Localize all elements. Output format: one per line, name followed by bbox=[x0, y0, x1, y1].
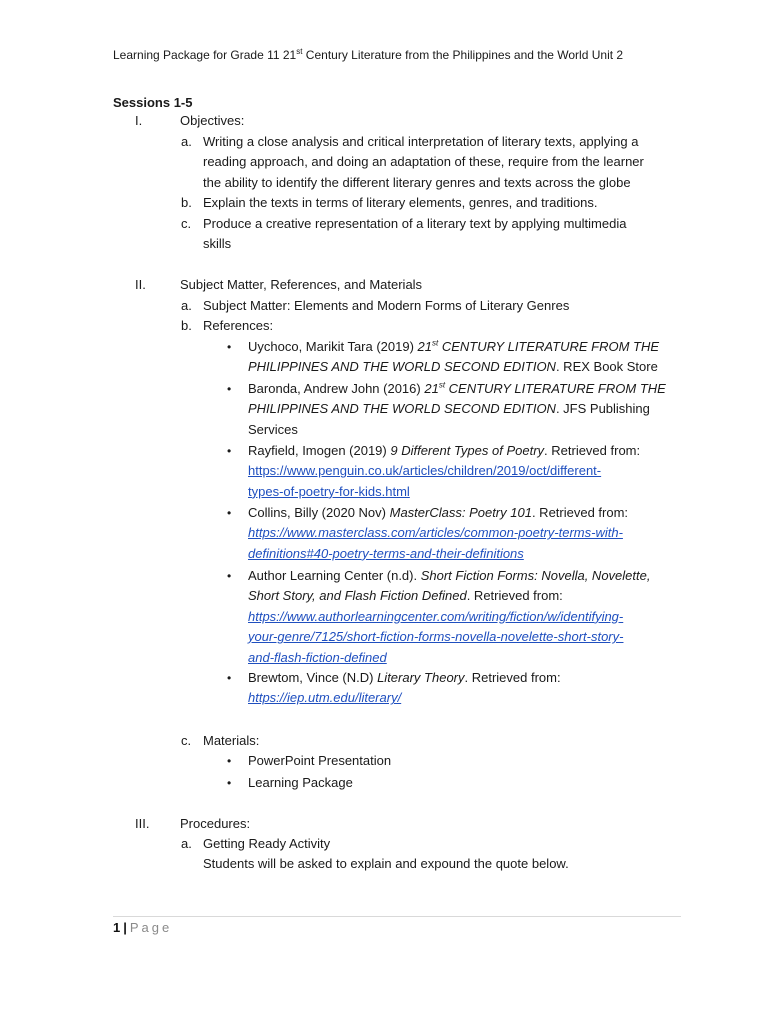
section-numeral-procedures: III. bbox=[135, 816, 150, 831]
reference-title: Short Story, and Flash Fiction Defined bbox=[248, 588, 467, 604]
reference-author: Uychoco, Marikit Tara (2019) bbox=[248, 339, 418, 354]
header-text-pre: Learning Package for Grade 11 21 bbox=[113, 48, 297, 62]
subject-letter: a. bbox=[181, 298, 192, 313]
bullet-icon: • bbox=[227, 671, 232, 685]
reference-publisher: Services bbox=[248, 421, 298, 437]
reference-link[interactable]: your-genre/7125/short-fiction-forms-novella-novelette-short-story- bbox=[248, 629, 624, 645]
section-title-objectives: Objectives: bbox=[180, 113, 245, 128]
subject-matter-text: Subject Matter: Elements and Modern Forms of Literary Genres bbox=[203, 298, 570, 313]
reference-retrieved: . Retrieved from: bbox=[466, 588, 563, 604]
bullet-icon: • bbox=[227, 754, 232, 768]
objective-letter: c. bbox=[181, 216, 192, 231]
page-number: 1 bbox=[113, 920, 121, 935]
reference-author: Baronda, Andrew John (2016) bbox=[248, 381, 425, 396]
material-text: Learning Package bbox=[248, 775, 353, 790]
reference-title: CENTURY LITERATURE FROM THE bbox=[438, 339, 660, 354]
reference-title: PHILIPPINES AND THE WORLD SECOND EDITION bbox=[248, 359, 556, 375]
header-text-sup: st bbox=[296, 47, 303, 56]
references-letter: b. bbox=[181, 318, 192, 333]
reference-title: 9 Different Types of Poetry bbox=[390, 443, 545, 458]
objective-letter: a. bbox=[181, 134, 192, 149]
reference-link[interactable]: https://iep.utm.edu/literary/ bbox=[248, 690, 402, 706]
sessions-heading: Sessions 1-5 bbox=[113, 95, 193, 110]
footer-divider bbox=[113, 916, 681, 917]
reference-publisher: . JFS Publishing bbox=[555, 401, 650, 417]
objective-text-line: Explain the texts in terms of literary elements, genres, and traditions. bbox=[203, 195, 598, 210]
page-footer bbox=[113, 918, 172, 938]
procedure-title: Getting Ready Activity bbox=[203, 836, 331, 851]
reference-title-sup: st bbox=[432, 338, 439, 348]
reference-author: Brewtom, Vince (N.D) bbox=[248, 670, 378, 685]
reference-retrieved: . Retrieved from: bbox=[464, 670, 561, 685]
section-title-procedures: Procedures: bbox=[180, 816, 251, 831]
bullet-icon: • bbox=[227, 382, 232, 396]
procedure-letter: a. bbox=[181, 836, 192, 851]
reference-author: Author Learning Center (n.d). bbox=[248, 568, 421, 583]
header-text-post: Century Literature from the Philippines and the World Unit 2 bbox=[302, 48, 624, 62]
reference-retrieved: . Retrieved from: bbox=[531, 505, 629, 520]
reference-link[interactable]: and-flash-fiction-defined bbox=[248, 649, 387, 665]
objective-letter: b. bbox=[181, 195, 192, 210]
bullet-icon: • bbox=[227, 340, 232, 354]
reference-title: CENTURY LITERATURE FROM THE bbox=[445, 381, 666, 396]
materials-letter: c. bbox=[181, 733, 192, 748]
material-text: PowerPoint Presentation bbox=[248, 753, 392, 768]
section-title-subject: Subject Matter, References, and Materials bbox=[180, 277, 423, 292]
reference-title-sup: st bbox=[438, 380, 446, 390]
reference-title: 21 bbox=[424, 381, 439, 396]
reference-author: Rayfield, Imogen (2019) bbox=[248, 443, 391, 458]
reference-link[interactable]: https://www.penguin.co.uk/articles/children/2019/oct/different- bbox=[248, 463, 602, 479]
objective-text-line: the ability to identify the different literary genres and texts across the globe bbox=[203, 174, 631, 190]
reference-title: PHILIPPINES AND THE WORLD SECOND EDITION bbox=[248, 401, 556, 417]
reference-retrieved: . Retrieved from: bbox=[544, 443, 641, 458]
reference-title: MasterClass: Poetry 101 bbox=[389, 505, 532, 520]
materials-label: Materials: bbox=[203, 733, 260, 748]
section-numeral-objectives: I. bbox=[135, 113, 143, 128]
bullet-icon: • bbox=[227, 444, 232, 458]
reference-link[interactable]: https://www.masterclass.com/articles/common-poetry-terms-with- bbox=[248, 525, 623, 541]
reference-link[interactable]: definitions#40-poetry-terms-and-their-definitions bbox=[248, 545, 524, 561]
reference-author: Collins, Billy (2020 Nov) bbox=[248, 505, 390, 520]
bullet-icon: • bbox=[227, 506, 232, 520]
objective-text-line: Writing a close analysis and critical interpretation of literary texts, applying a bbox=[203, 134, 639, 149]
bullet-icon: • bbox=[227, 569, 232, 583]
page-separator: | bbox=[123, 920, 127, 935]
reference-title: Short Fiction Forms: Novella, Novelette, bbox=[420, 568, 651, 583]
bullet-icon: • bbox=[227, 776, 232, 790]
reference-link[interactable]: https://www.authorlearningcenter.com/writing/fiction/w/identifying- bbox=[248, 608, 624, 624]
reference-link[interactable]: types-of-poetry-for-kids.html bbox=[248, 483, 410, 499]
objective-text-line: Produce a creative representation of a literary text by applying multimedia bbox=[203, 216, 627, 231]
objective-text-line: reading approach, and doing an adaptation of these, require from the learner bbox=[203, 154, 644, 170]
section-numeral-subject: II. bbox=[135, 277, 146, 292]
page-label: Page bbox=[129, 920, 173, 935]
page-header bbox=[113, 45, 693, 65]
reference-publisher: . REX Book Store bbox=[555, 359, 658, 375]
reference-title: 21 bbox=[417, 339, 433, 354]
procedure-description: Students will be asked to explain and expound the quote below. bbox=[203, 856, 569, 872]
objective-text-line: skills bbox=[203, 236, 232, 252]
reference-title: Literary Theory bbox=[377, 670, 465, 685]
references-label: References: bbox=[203, 318, 274, 333]
